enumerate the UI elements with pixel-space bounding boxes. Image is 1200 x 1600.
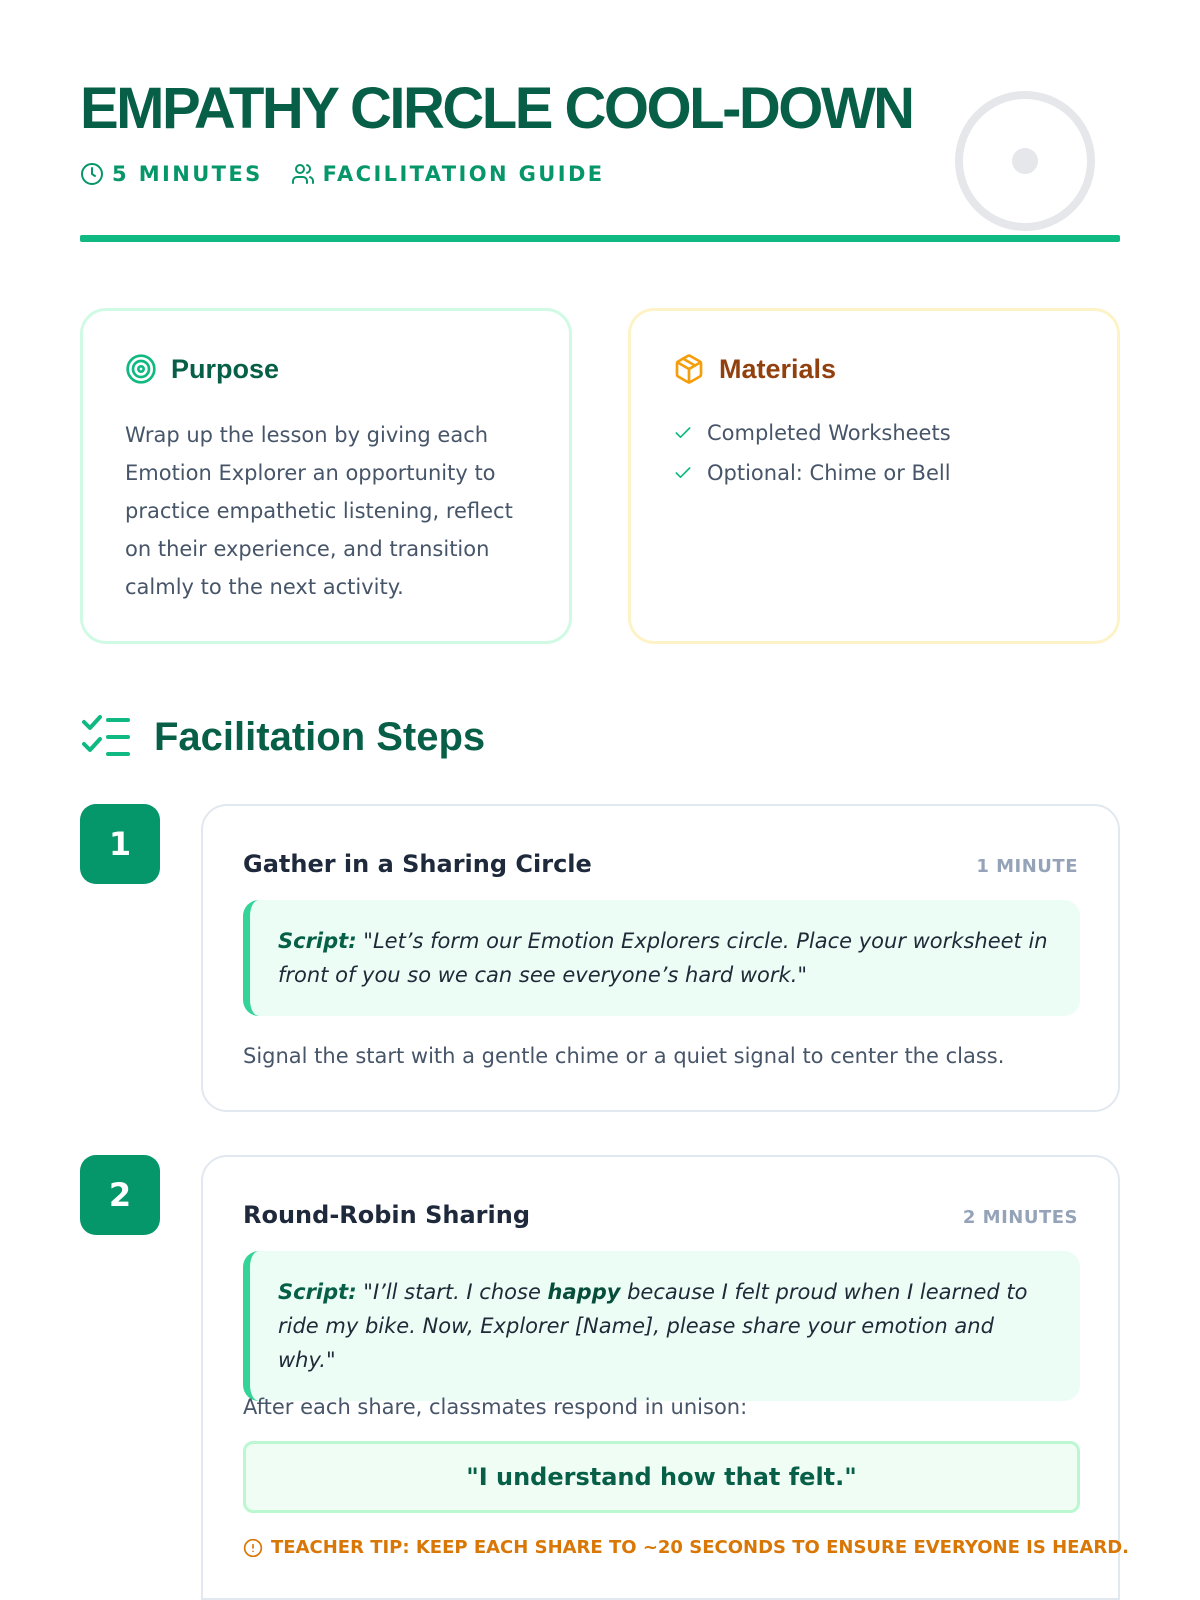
step-note: Signal the start with a gentle chime or a quiet signal to center the class.	[243, 1044, 1005, 1068]
script-label: Script:	[278, 929, 357, 953]
step-note: After each share, classmates respond in unison:	[243, 1395, 748, 1419]
teacher-tip-text: TEACHER TIP: KEEP EACH SHARE TO ~20 SECONDS TO ENSURE EVERYONE IS HEARD.	[271, 1537, 1130, 1558]
target-icon	[125, 353, 157, 385]
steps-title: Facilitation Steps	[154, 714, 486, 759]
step-title: Gather in a Sharing Circle	[243, 850, 592, 878]
step-title: Round-Robin Sharing	[243, 1201, 530, 1229]
materials-list	[673, 413, 951, 493]
list-checks-icon	[80, 712, 134, 762]
step-number-badge: 2	[80, 1155, 160, 1235]
script-text: "Let’s form our Emotion Explorers circle. Place your worksheet in front of you so we can see everyone’s hard work."	[278, 929, 1048, 987]
script-emphasis: happy	[547, 1280, 621, 1304]
page-header	[80, 70, 1120, 245]
list-item	[673, 453, 951, 493]
guide-meta	[291, 162, 605, 186]
alert-circle-icon	[243, 1538, 263, 1558]
header-meta	[80, 162, 605, 186]
script-text-end: because I felt proud when I learned to ride my bike. Now, Explorer [Name], please share your emotion and why."	[278, 1280, 1028, 1372]
purpose-text: Wrap up the lesson by giving each Emotion Explorer an opportunity to practice empathetic listening, reflect on their experience, and transition calmly to the next activity.	[125, 423, 513, 599]
script-label: Script:	[278, 1280, 357, 1304]
material-label: Completed Worksheets	[707, 421, 951, 445]
step-duration: 1 MINUTE	[976, 856, 1078, 877]
materials-header	[673, 353, 836, 385]
page-title: EMPATHY CIRCLE COOL-DOWN	[80, 76, 913, 141]
duration-label: 5 MINUTES	[112, 162, 263, 186]
purpose-title: Purpose	[171, 353, 280, 384]
facilitation-page	[80, 0, 1130, 1600]
script-box	[243, 1251, 1080, 1401]
step-number-badge: 1	[80, 804, 160, 884]
steps-section-heading	[80, 712, 485, 762]
check-icon	[673, 423, 693, 443]
package-icon	[673, 353, 705, 385]
script-text-start: "I’ll start. I chose	[363, 1280, 548, 1304]
step-card	[201, 1155, 1130, 1600]
circle-dot-icon	[952, 88, 1098, 234]
list-item	[673, 413, 951, 453]
step-card	[201, 804, 1120, 1112]
teacher-tip	[243, 1537, 1129, 1558]
check-icon	[673, 463, 693, 483]
duration-meta	[80, 162, 263, 186]
header-divider	[80, 235, 1120, 242]
purpose-header	[125, 353, 279, 385]
clock-icon	[80, 162, 104, 186]
step-duration: 2 MINUTES	[962, 1207, 1078, 1228]
materials-card	[628, 308, 1120, 644]
users-icon	[291, 162, 315, 186]
purpose-card	[80, 308, 572, 644]
script-box	[243, 900, 1080, 1016]
unison-response: "I understand how that felt."	[243, 1441, 1080, 1513]
materials-title: Materials	[719, 353, 837, 384]
guide-label: FACILITATION GUIDE	[322, 162, 605, 186]
material-label: Optional: Chime or Bell	[707, 461, 951, 485]
